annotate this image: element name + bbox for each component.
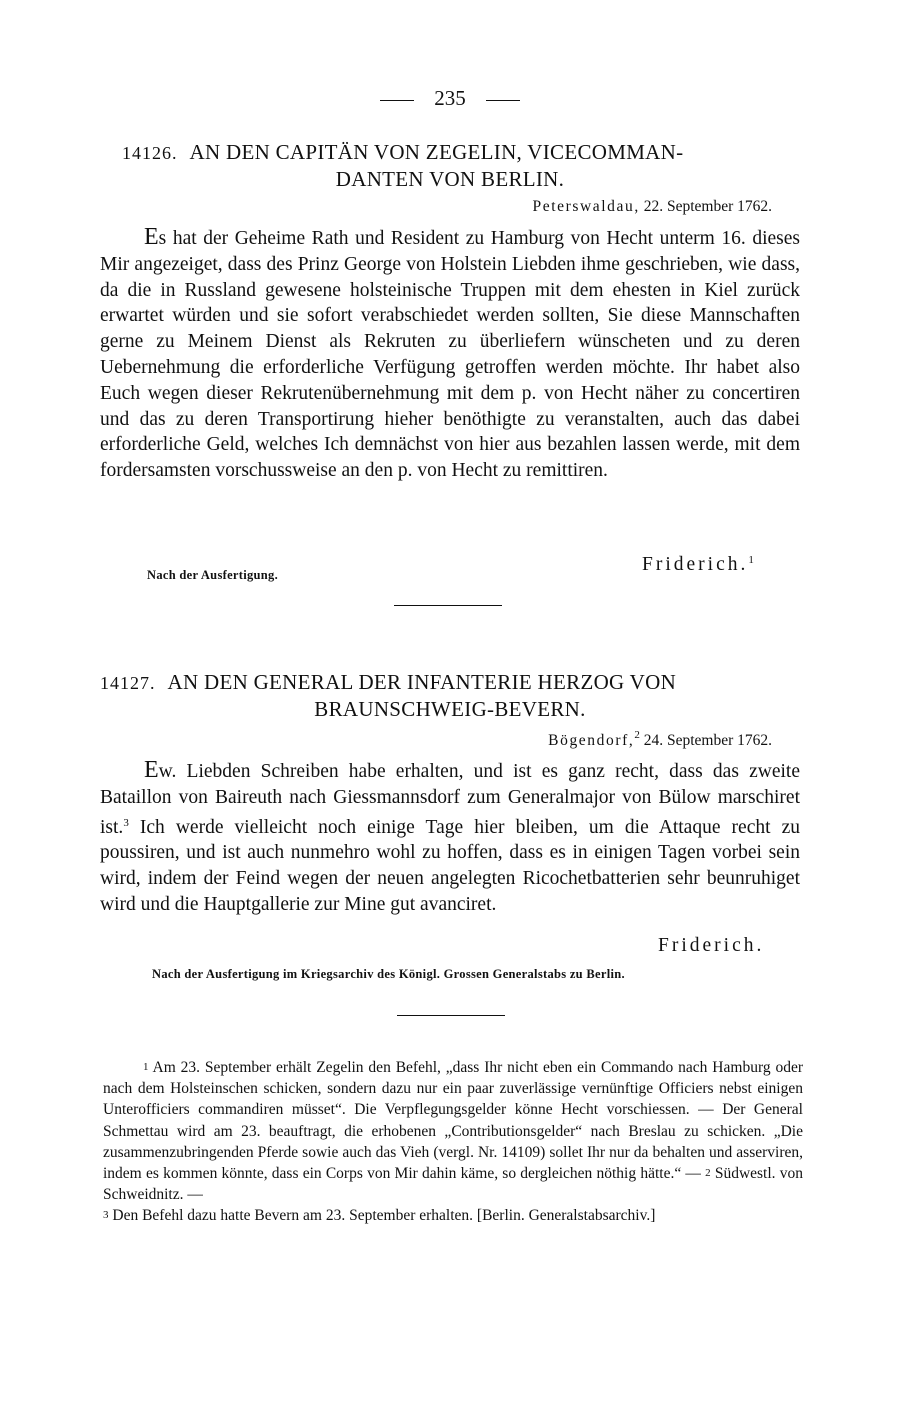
letter-dateline bbox=[548, 729, 772, 750]
footnote-text: Den Befehl dazu hatte Bevern am 23. September erhalten. [Berlin. Generalstabsarchiv.] bbox=[108, 1207, 656, 1225]
section-rule bbox=[397, 1015, 505, 1016]
letter-heading-line2: DANTEN VON BERLIN. bbox=[335, 167, 565, 191]
letter-signature: Friderich. bbox=[658, 935, 765, 956]
page-number: 235 bbox=[434, 86, 466, 110]
footnote-text: Südwestl. von Schweidnitz. — bbox=[103, 1165, 804, 1204]
letter-source: Nach der Ausfertigung im Kriegsarchiv des Königl. Grossen Generalstabs zu Berlin. bbox=[152, 967, 625, 981]
footnote-text: Am 23. September erhält Zegelin den Befehl, „dass Ihr nicht eben ein Commando nach Hamburg oder nach dem Holsteinschen schicken, sondern dazu nur ein paar zuverlässige vernünftige Officiers nebst einigen Unterofficiers commandiren müsset“. Die Verpflegungsgelder könne Hecht vorschiessen. — Der General Schmettau wird am 23. beauftragt, die erhobenen „Contributionsgelder“ nach Breslau zu schicken. „Die zusammenzubringenden Pferde sowie auch das Vieh (vergl. Nr. 14109) sollet Ihr nur da behalten und asserviren, indem es kommen könnte, dass ein Corps von Mir dahin käme, so dergleichen nöthig hätte.“ — bbox=[103, 1059, 803, 1183]
letter-heading-line2: BRAUNSCHWEIG-BEVERN. bbox=[314, 697, 586, 721]
footnote-block bbox=[103, 1205, 803, 1226]
footnote-number: 2 bbox=[705, 1167, 711, 1180]
footnote-ref-1: 1 bbox=[748, 554, 757, 566]
letter-body bbox=[100, 225, 800, 484]
letter-heading-line1: AN DEN CAPITÄN VON ZEGELIN, VICECOMMAN- bbox=[189, 140, 684, 164]
letter-body-text: w. Liebden Schreiben habe erhalten, und ist es ganz recht, dass das zweite Bataillon von Baireuth nach Giessmannsdorf zum Generalmajor von Bülow marschiret ist. bbox=[100, 761, 800, 838]
letter-number: 14127. bbox=[100, 673, 156, 693]
letter-number: 14126. bbox=[122, 143, 178, 163]
letter-signature bbox=[642, 554, 757, 576]
signature-text: Friderich. bbox=[642, 554, 749, 575]
letter-heading bbox=[100, 139, 800, 192]
letter-dateline bbox=[533, 198, 773, 216]
header-dash-left bbox=[380, 100, 414, 101]
page-header bbox=[0, 86, 900, 111]
letter-body bbox=[100, 758, 800, 918]
letter-body-text: s hat der Geheime Rath und Resident zu Hamburg von Hecht unterm 16. dieses Mir angezeiget, dass des Prinz George von Holstein Liebden ihme geschrieben, wie dass, da die in Russland gewesene holsteinische Truppen mit dem ehesten in Kiel zurück erwartet würden und sie sofort verabschiedet werden sollten, Sie diese Mannschaften gerne zu Meinem Dienst als Rekruten zu überliefern wünscheten und zu deren Uebernehmung die erforderliche Verfügung getroffen werden möchte. Ihr habet also Euch wegen dieser Rekrutenübernehmung mit dem p. von Hecht näher zu concertiren und das zu deren Transportirung hieher benöthigte zu veranstalten, auch das dabei erforderliche Geld, welches Ich demnächst von hier aus bezahlen lassen werde, mit dem fordersamsten vorschussweise an den p. von Hecht zu remittiren. bbox=[100, 228, 800, 482]
footnote-ref-2: 2 bbox=[634, 729, 640, 741]
footnote-block bbox=[103, 1057, 803, 1205]
footnotes bbox=[103, 1057, 803, 1227]
letter-heading-line1: AN DEN GENERAL DER INFANTERIE HERZOG VON bbox=[167, 670, 677, 694]
header-dash-right bbox=[486, 100, 520, 101]
letter-place: Bögendorf, bbox=[548, 732, 635, 749]
footnote-number: 1 bbox=[143, 1061, 149, 1073]
section-rule bbox=[394, 605, 502, 606]
letter-source: Nach der Ausfertigung. bbox=[147, 568, 279, 582]
footnote-number: 3 bbox=[103, 1209, 109, 1222]
letter-heading bbox=[100, 669, 800, 722]
initial-letter: E bbox=[144, 224, 159, 250]
letter-date: 24. September 1762. bbox=[643, 732, 772, 749]
footnote-ref-3: 3 bbox=[123, 816, 129, 829]
letter-date: 22. September 1762. bbox=[643, 198, 772, 215]
letter-body-text-cont: Ich werde vielleicht noch einige Tage hier bleiben, um die Attaque recht zu poussiren, und ist auch nunmehro wohl zu hoffen, dass es in einigen Tagen vorbei sein wird, indem der Feind wegen der neuen angelegten Ricochetbatterien sehr beunruhiget wird und die Hauptgallerie zur Mine gut avanciret. bbox=[100, 816, 800, 915]
letter-place: Peterswaldau, bbox=[532, 198, 640, 215]
initial-letter: E bbox=[144, 757, 159, 783]
